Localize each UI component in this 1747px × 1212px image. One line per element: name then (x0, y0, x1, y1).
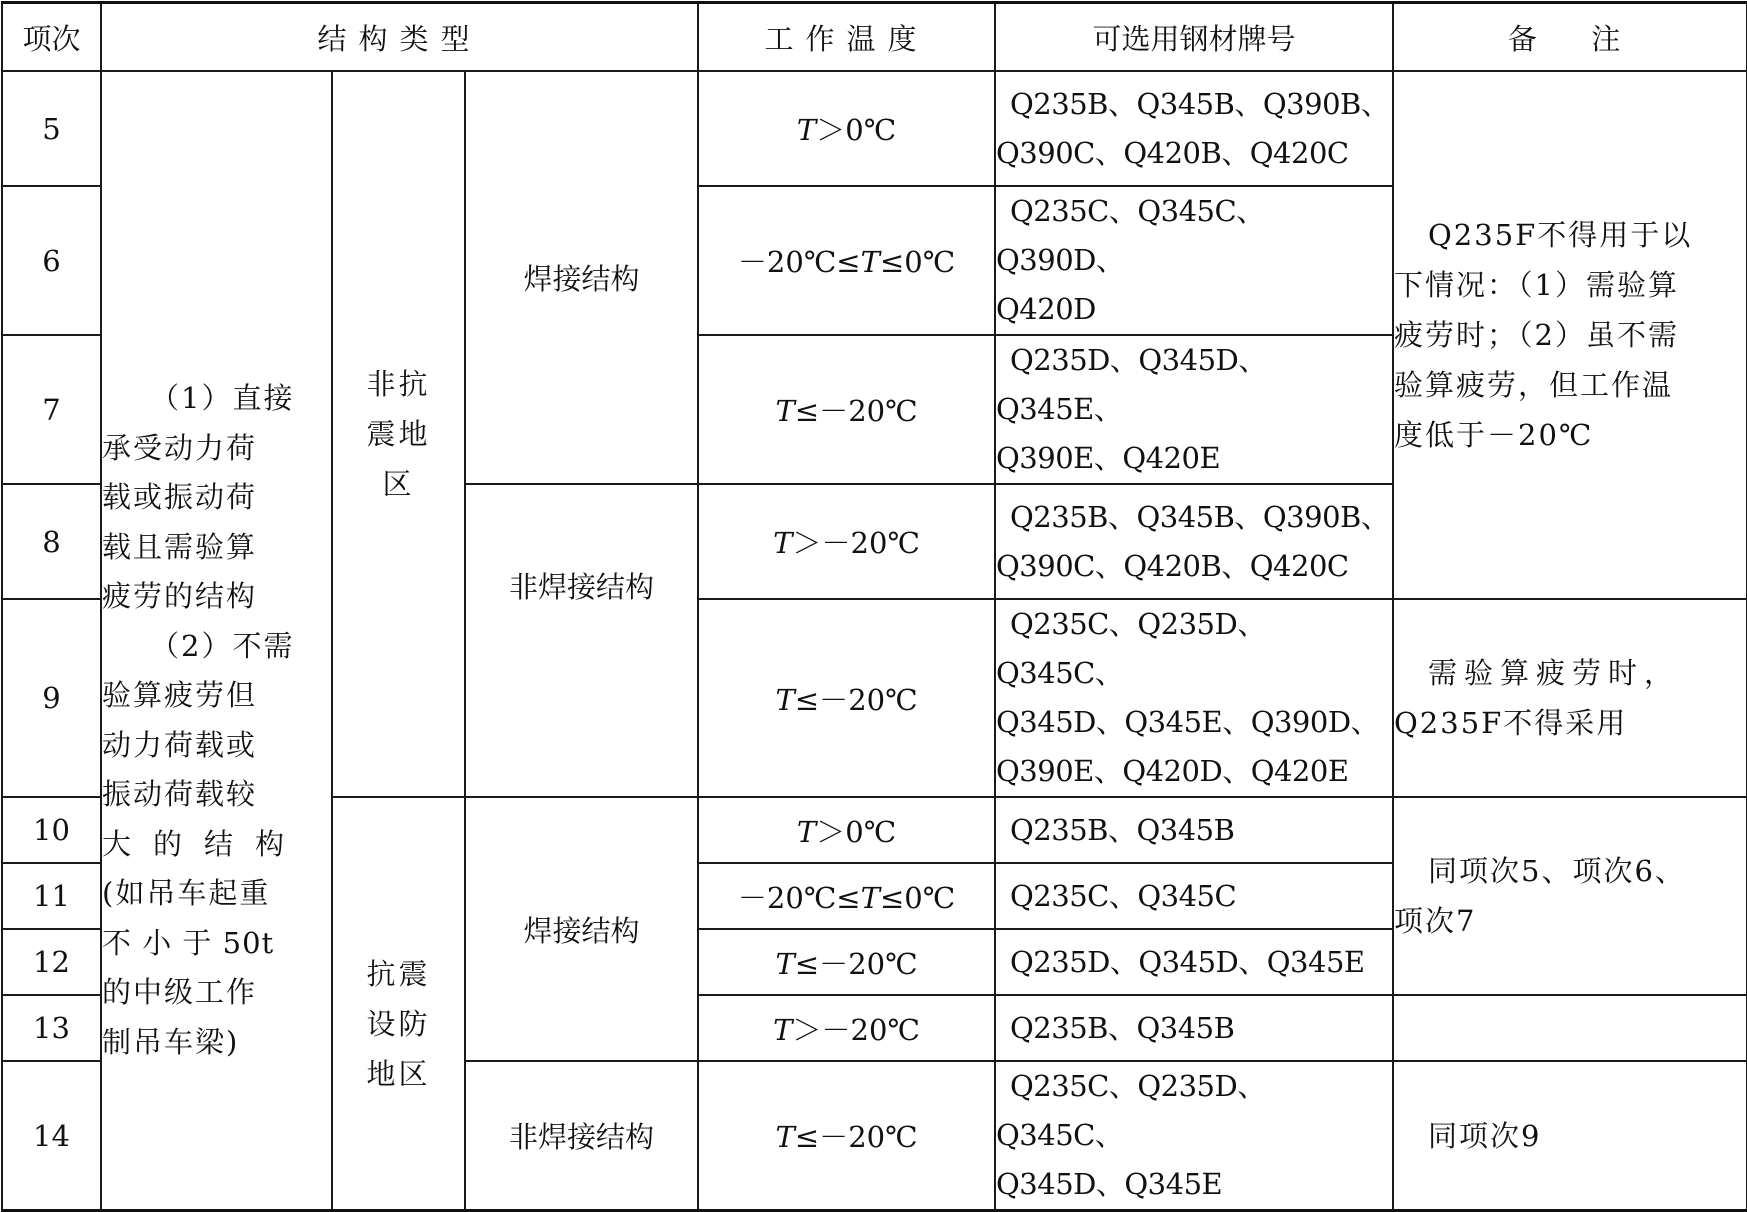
steel-grades: Q235C、Q235D、Q345C、 Q345D、Q345E (995, 1061, 1393, 1211)
working-temperature: T＞0℃ (698, 71, 995, 186)
working-temperature: T＞0℃ (698, 797, 995, 863)
row-index: 7 (2, 335, 101, 484)
working-temperature: T≤－20℃ (698, 1061, 995, 1211)
steel-selection-table (1, 1, 1747, 1212)
row-index: 11 (2, 863, 101, 929)
steel-grades: Q235D、Q345D、Q345E (995, 929, 1393, 995)
table-row (2, 71, 1747, 186)
row-index: 6 (2, 186, 101, 335)
steel-grades: Q235C、Q345C (995, 863, 1393, 929)
table-header-row (2, 3, 1747, 72)
structure-kind-welded: 焊接结构 (465, 71, 698, 484)
region-non-seismic: 非抗震地区 (332, 71, 465, 797)
header-structure-type: 结构类型 (101, 3, 698, 72)
remarks-row-9: 需验算疲劳时， Q235F不得采用 (1393, 599, 1747, 797)
working-temperature: －20℃≤T≤0℃ (698, 186, 995, 335)
row-index: 13 (2, 995, 101, 1061)
steel-grades: Q235B、Q345B、Q390B、 Q390C、Q420B、Q420C (995, 71, 1393, 186)
remarks-rows-5-8: Q235F不得用于以 下情况：（1）需验算 疲劳时；（2）虽不需 验算疲劳，但工作温 度低于－20℃ (1393, 71, 1747, 599)
row-index: 9 (2, 599, 101, 797)
working-temperature: T≤－20℃ (698, 335, 995, 484)
row-index: 12 (2, 929, 101, 995)
row-index: 8 (2, 484, 101, 599)
region-seismic: 抗震设防地区 (332, 797, 465, 1211)
working-temperature: －20℃≤T≤0℃ (698, 863, 995, 929)
structure-kind-welded: 焊接结构 (465, 797, 698, 1061)
row-index: 10 (2, 797, 101, 863)
header-remarks: 备 注 (1393, 3, 1747, 72)
structure-kind-non-welded: 非焊接结构 (465, 484, 698, 797)
working-temperature: T＞－20℃ (698, 995, 995, 1061)
steel-grades: Q235B、Q345B、Q390B、 Q390C、Q420B、Q420C (995, 484, 1393, 599)
working-temperature: T≤－20℃ (698, 929, 995, 995)
steel-grades: Q235D、Q345D、Q345E、 Q390E、Q420E (995, 335, 1393, 484)
header-index: 项次 (2, 3, 101, 72)
remarks-row-13 (1393, 995, 1747, 1061)
steel-grades: Q235C、Q235D、Q345C、 Q345D、Q345E、Q390D、 Q390E、Q420D、Q420E (995, 599, 1393, 797)
steel-grades: Q235C、Q345C、Q390D、 Q420D (995, 186, 1393, 335)
working-temperature: T≤－20℃ (698, 599, 995, 797)
row-index: 14 (2, 1061, 101, 1211)
structure-group-description: （1）直接 承受动力荷 载或振动荷 载且需验算 疲劳的结构 （2）不需 验算疲劳但 动力荷载或 振动荷载较 大的结构 (如吊车起重 不 小 于 50t 的中级工作 制吊车梁) (101, 71, 332, 1211)
row-index: 5 (2, 71, 101, 186)
header-working-temperature: 工作温度 (698, 3, 995, 72)
working-temperature: T＞－20℃ (698, 484, 995, 599)
structure-kind-non-welded: 非焊接结构 (465, 1061, 698, 1211)
remarks-rows-10-12: 同项次5、项次6、 项次7 (1393, 797, 1747, 995)
header-steel-grades: 可选用钢材牌号 (995, 3, 1393, 72)
steel-grades: Q235B、Q345B (995, 797, 1393, 863)
remarks-row-14: 同项次9 (1393, 1061, 1747, 1211)
steel-grades: Q235B、Q345B (995, 995, 1393, 1061)
